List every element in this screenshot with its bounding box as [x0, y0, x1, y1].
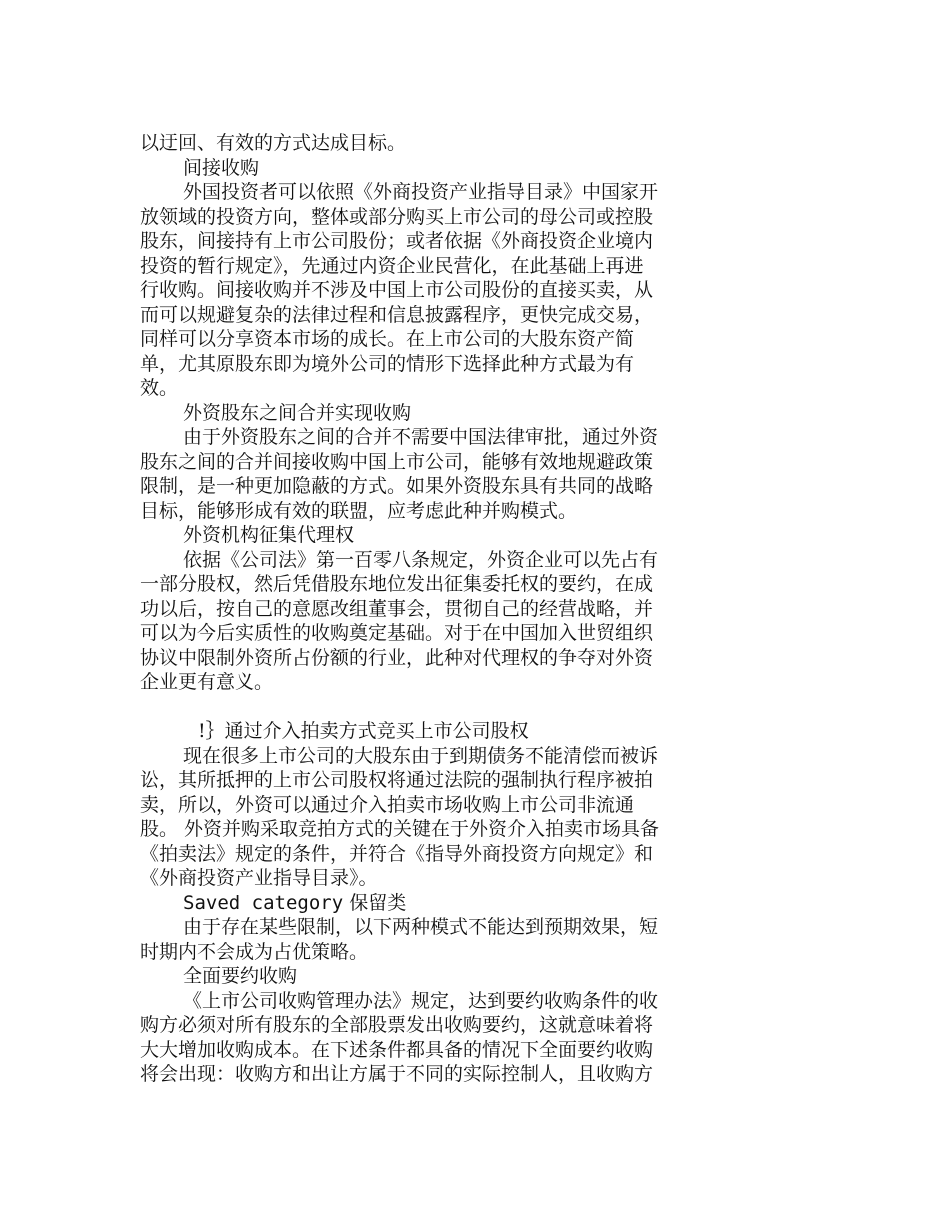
paragraph-line: 股东之间的合并间接收购中国上市公司，能够有效地规避政策	[140, 450, 654, 473]
paragraph-line: 购方必须对所有股东的全部股票发出收购要约，这就意味着将	[140, 1014, 654, 1036]
paragraph-line: 单，尤其原股东即为境外公司的情形下选择此种方式最为有	[140, 352, 635, 375]
paragraph-line: 由于外资股东之间的合并不需要中国法律审批，通过外资	[183, 426, 659, 448]
paragraph-line: 《上市公司收购管理办法》规定，达到要约收购条件的收	[183, 989, 659, 1012]
document-body	[140, 131, 740, 1087]
paragraph-line: 讼，其所抵押的上市公司股权将通过法院的强制执行程序被拍	[140, 769, 654, 791]
paragraph-line: 股东，间接持有上市公司股份；或者依据《外商投资企业境内	[140, 230, 654, 252]
paragraph-line: 投资的暂行规定》，先通过内资企业民营化，在此基础上再进	[140, 254, 644, 277]
section-heading-chinese: 保留类	[349, 891, 407, 914]
paragraph-line: 以迂回、有效的方式达成目标。	[140, 132, 407, 154]
paragraph-line: 时期内不会成为占优策略。	[140, 940, 369, 963]
paragraph-line: 功以后，按自己的意愿改组董事会，贯彻自己的经营战略，并	[140, 597, 654, 620]
section-heading: 全面要约收购	[183, 965, 298, 987]
section-heading-english: Saved category	[183, 891, 344, 914]
paragraph-line: 放领域的投资方向，整体或部分购买上市公司的母公司或控股	[140, 205, 654, 228]
section-heading: 外资机构征集代理权	[183, 524, 355, 546]
paragraph-line: 可以为今后实质性的收购奠定基础。对于在中国加入世贸组织	[140, 622, 654, 644]
section-heading: !｝通过介入拍卖方式竞买上市公司股权	[198, 720, 529, 742]
blank-line	[140, 695, 740, 720]
paragraph-line: 大大增加收购成本。在下述条件都具备的情况下全面要约收购	[140, 1038, 654, 1061]
paragraph-line: 外国投资者可以依照《外商投资产业指导目录》中国家开	[183, 181, 659, 203]
paragraph-line: 将会出现：收购方和出让方属于不同的实际控制人，且收购方	[140, 1063, 654, 1085]
paragraph-line: 而可以规避复杂的法律过程和信息披露程序，更快完成交易，	[140, 303, 654, 326]
paragraph-line: 同样可以分享资本市场的成长。在上市公司的大股东资产简	[140, 328, 635, 350]
section-heading: 外资股东之间合并实现收购	[183, 401, 412, 424]
paragraph-line: 卖，所以，外资可以通过介入拍卖市场收购上市公司非流通	[140, 793, 635, 816]
paragraph-line: 限制，是一种更加隐蔽的方式。如果外资股东具有共同的战略	[140, 475, 654, 497]
paragraph-line: 依据《公司法》第一百零八条规定，外资企业可以先占有	[183, 548, 659, 571]
paragraph-line: 一部分股权，然后凭借股东地位发出征集委托权的要约，在成	[140, 573, 654, 595]
paragraph-line: 行收购。间接收购并不涉及中国上市公司股份的直接买卖，从	[140, 279, 654, 301]
paragraph-line: 现在很多上市公司的大股东由于到期债务不能清偿而被诉	[183, 744, 659, 767]
section-heading: 间接收购	[183, 156, 260, 179]
paragraph-line: 由于存在某些限制，以下两种模式不能达到预期效果，短	[183, 916, 659, 938]
paragraph-line: 股。 外资并购采取竞拍方式的关键在于外资介入拍卖市场具备	[140, 818, 660, 840]
paragraph-line: 协议中限制外资所占份额的行业，此种对代理权的争夺对外资	[140, 646, 654, 669]
paragraph-line: 目标，能够形成有效的联盟，应考虑此种并购模式。	[140, 499, 578, 522]
paragraph-line: 效。	[140, 377, 179, 399]
paragraph-line: 企业更有意义。	[140, 671, 274, 693]
paragraph-line: 《拍卖法》规定的条件，并符合《指导外商投资方向规定》和	[140, 842, 654, 865]
section-heading	[140, 891, 740, 916]
paragraph-line: 《外商投资产业指导目录》。	[140, 867, 378, 889]
